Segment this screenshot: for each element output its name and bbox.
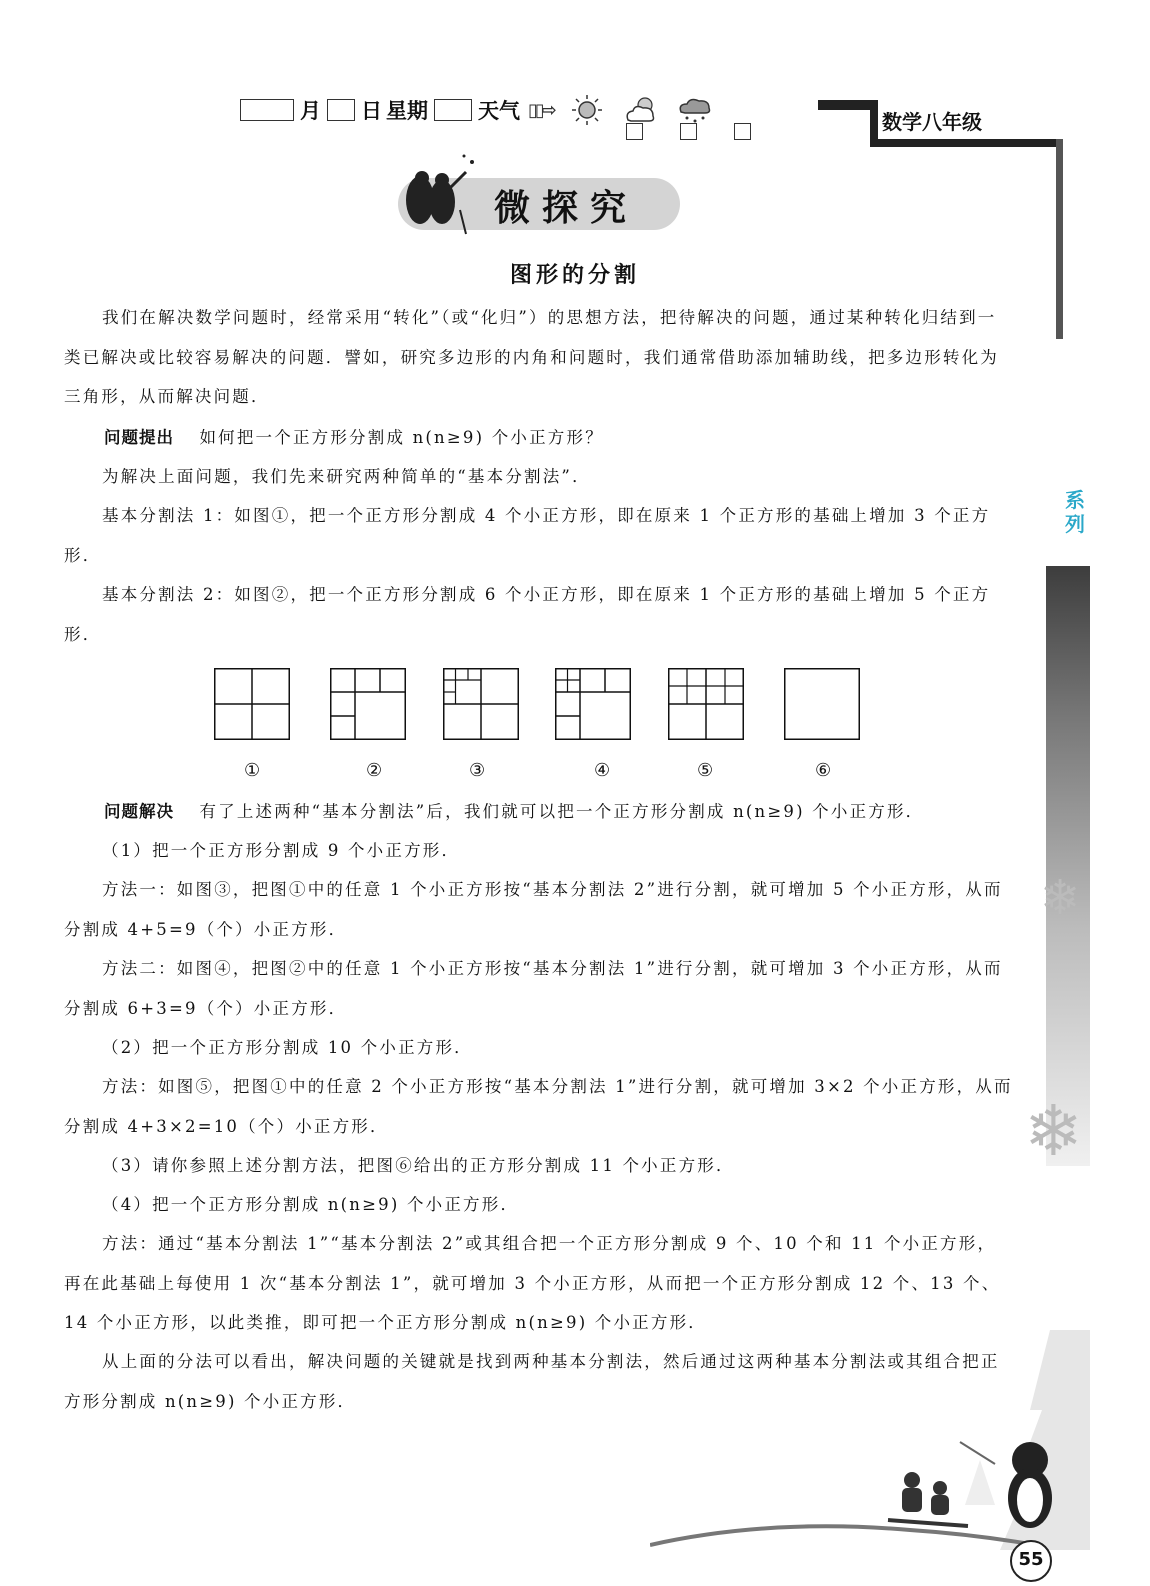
side-decoration-line: [1056, 139, 1063, 339]
figure-4: [555, 668, 631, 740]
banner-title: 微探究: [494, 188, 639, 229]
grade-frame-top: [818, 100, 872, 110]
paragraph-method-d: 方法：通过“基本分割法 1”“基本分割法 2”或其组合把一个正方形分割成 9 个、10 个和 11 个小正方形，再在此基础上每使用 1 次“基本分割法 1”，就可增加 3 个小正方形，从而把一个正方形分割成 12 个、13 个、14 个小正方形，以此类推，即可把一个正方形分割成 n(n≥9) 个小正方形．: [64, 1234, 1001, 1332]
figure-caption-5: ⑤: [697, 760, 714, 781]
sun-icon: [567, 94, 607, 126]
snowflake-icon: ❄: [1040, 870, 1081, 926]
solution-label: 问题解决: [104, 802, 174, 821]
grade-frame-bottom: [870, 139, 1060, 147]
figure-2: [330, 668, 406, 740]
month-label: 月: [300, 99, 321, 123]
paragraph-part-2: （2）把一个正方形分割成 10 个小正方形．: [102, 1038, 473, 1057]
section-title: 图形的分割: [509, 263, 640, 288]
page-number: 55: [1010, 1540, 1052, 1582]
weekday-blank[interactable]: [434, 99, 472, 121]
day-blank[interactable]: [327, 99, 355, 121]
figure-caption-2: ②: [366, 760, 383, 781]
side-gradient-bar: [1046, 566, 1090, 1166]
figure-caption-1: ①: [244, 760, 261, 781]
sun-checkbox[interactable]: [626, 123, 643, 140]
problem-statement: [104, 418, 1014, 458]
figure-3: [443, 668, 519, 740]
rain-snow-checkbox[interactable]: [734, 123, 751, 140]
series-tab-label: 系列: [1065, 488, 1085, 536]
figure-caption-4: ④: [594, 760, 611, 781]
paragraph-method-b: 方法二：如图④，把图②中的任意 1 个小正方形按“基本分割法 1”进行分割，就可增加 3 个小正方形，从而分割成 6+3=9（个）小正方形．: [64, 959, 1003, 1018]
cloudy-checkbox[interactable]: [680, 123, 697, 140]
snowflake-large-icon: ❄: [1024, 1090, 1083, 1172]
figure-caption-6: ⑥: [815, 760, 832, 781]
rain-snow-icon: [675, 94, 715, 126]
intro-paragraph: 我们在解决数学问题时，经常采用“转化”（或“化归”）的思想方法，把待解决的问题，通过某种转化归结到一类已解决或比较容易解决的问题．譬如，研究多边形的内角和问题时，我们通常借助添加辅助线，把多边形转化为三角形，从而解决问题．: [64, 308, 999, 406]
figure-5: [668, 668, 744, 740]
weekday-label: 星期: [386, 99, 428, 123]
solution-text: 有了上述两种“基本分割法”后，我们就可以把一个正方形分割成 n(n≥9) 个小正方形．: [199, 802, 925, 821]
paragraph-method-c: 方法：如图⑤，把图①中的任意 2 个小正方形按“基本分割法 1”进行分割，就可增加 3×2 个小正方形，从而分割成 4+3×2=10（个）小正方形．: [64, 1077, 1013, 1136]
month-blank[interactable]: [240, 99, 294, 121]
day-label: 日: [361, 99, 382, 123]
arrow-icon: ▯▯⇨: [528, 99, 554, 121]
date-weather-row: [236, 94, 722, 126]
paragraph-method-1: 基本分割法 1：如图①，把一个正方形分割成 4 个小正方形，即在原来 1 个正方形的基础上增加 3 个正方形．: [64, 506, 991, 565]
paragraph-3: 为解决上面问题，我们先来研究两种简单的“基本分割法”．: [102, 467, 591, 486]
figure-1: [214, 668, 290, 740]
problem-text: 如何把一个正方形分割成 n(n≥9) 个小正方形？: [199, 428, 604, 447]
paragraph-part-3: （3）请你参照上述分割方法，把图⑥给出的正方形分割成 11 个小正方形．: [102, 1156, 735, 1175]
musicians-icon: [400, 150, 480, 240]
cloudy-icon: [621, 94, 661, 126]
paragraph-method-a: 方法一：如图③，把图①中的任意 1 个小正方形按“基本分割法 2”进行分割，就可增加 5 个小正方形，从而分割成 4+5=9（个）小正方形．: [64, 880, 1003, 939]
weather-label: 天气: [478, 99, 520, 123]
paragraph-conclusion: 从上面的分法可以看出，解决问题的关键就是找到两种基本分割法，然后通过这两种基本分割法或其组合把正方形分割成 n(n≥9) 个小正方形．: [64, 1352, 1000, 1411]
grade-frame-side: [870, 100, 878, 144]
paragraph-part-1: （1）把一个正方形分割成 9 个小正方形．: [102, 841, 461, 860]
figure-caption-3: ③: [469, 760, 486, 781]
figure-6: [784, 668, 860, 740]
grade-label: 数学八年级: [882, 110, 982, 134]
problem-label: 问题提出: [104, 428, 174, 447]
solution-statement: [104, 792, 1014, 832]
paragraph-part-4: （4）把一个正方形分割成 n(n≥9) 个小正方形．: [102, 1195, 520, 1214]
paragraph-method-2: 基本分割法 2：如图②，把一个正方形分割成 6 个小正方形，即在原来 1 个正方形的基础上增加 5 个正方形．: [64, 585, 991, 644]
